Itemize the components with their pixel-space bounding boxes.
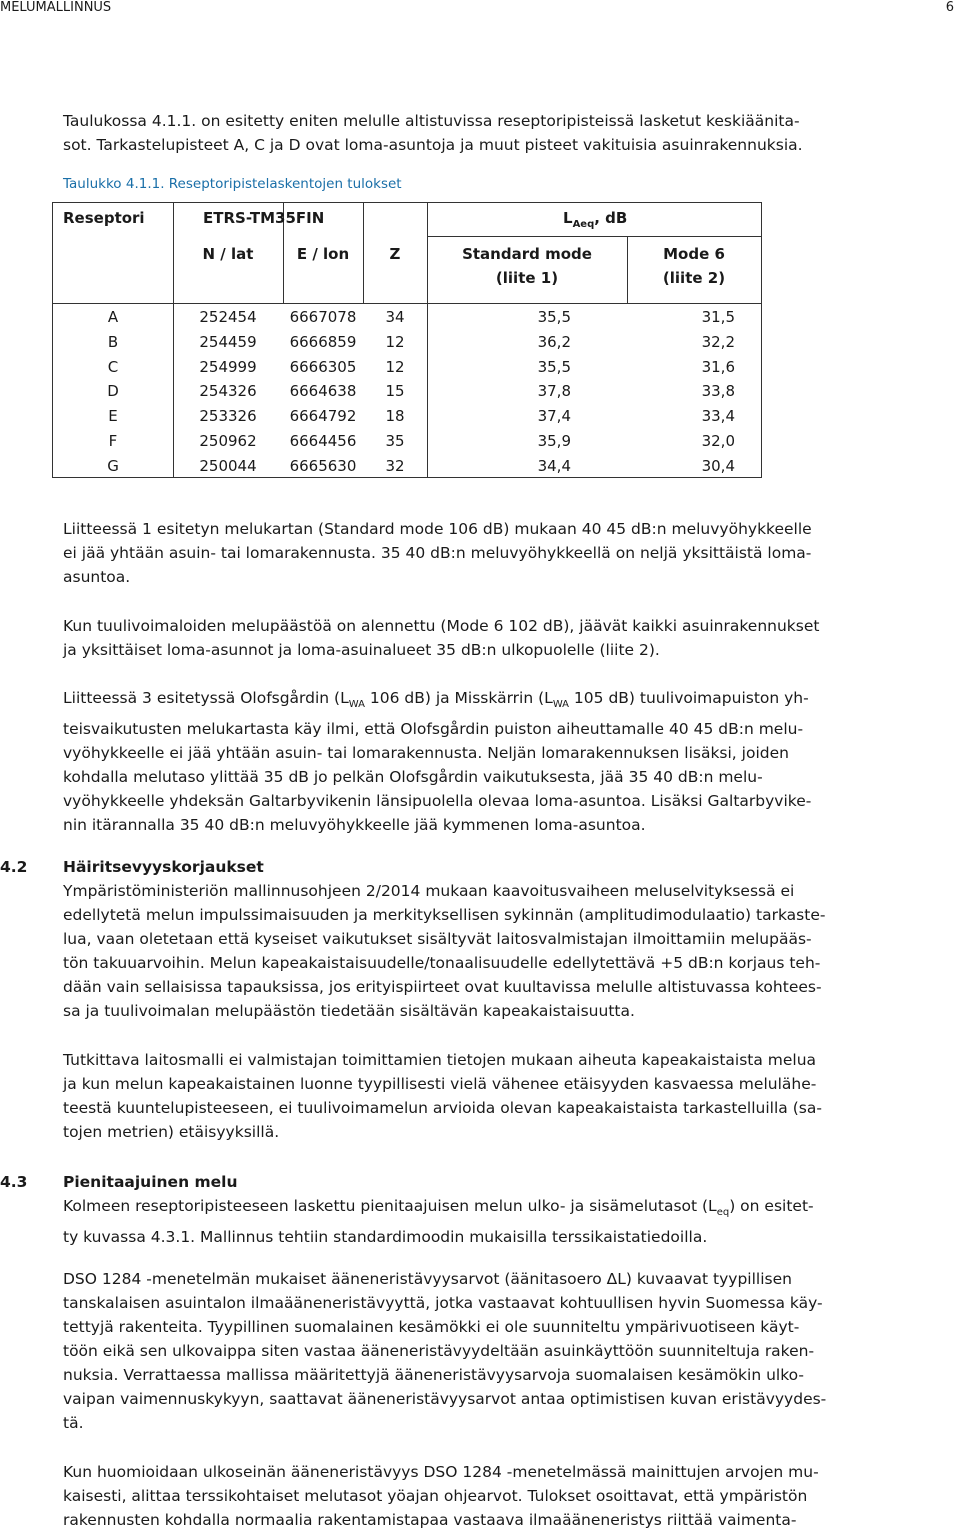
table-cell: B (107, 332, 119, 351)
header-standard-appendix: (liite 1) (495, 269, 559, 287)
header-standard-mode: Standard mode (462, 245, 592, 263)
text-line: dään vain sellaisissa tapauksissa, jos erityispiirteet ovat kuultavissa melulle altistuvassa kohtees- (63, 978, 822, 996)
paragraph (63, 1460, 956, 1532)
section-title: Pienitaajuinen melu (63, 1173, 238, 1191)
text-line: Liitteessä 3 esitetyssä Olofsgårdin ($L_{WA}$ 106 dB) ja Misskärrin ($L_{WA}$ 105 dB) tuulivoimapuiston yh- (63, 689, 809, 711)
text-line: nuksia. Verrattaessa mallissa määritettyjä ääneneristävyysarvoja suomalaisen kesämökin ulko- (63, 1366, 804, 1384)
intro-paragraph (63, 109, 956, 157)
table-cell: 6665630 (289, 456, 357, 475)
table-cell: 6664792 (289, 407, 357, 426)
text-line: tettyjä rakenteita. Tyypillinen suomalainen kesämökki ei ole suunniteltu ympärivuotiseen käyt- (63, 1318, 800, 1336)
table-cell: 35,5 (537, 357, 571, 376)
table-cell: A (107, 308, 119, 326)
header-z: Z (389, 245, 401, 263)
paragraph (63, 686, 956, 837)
table-cell: D (107, 382, 119, 401)
text-line: sot. Tarkastelupisteet A, C ja D ovat loma-asuntoja ja muut pisteet vakituisia asuinrakennuksia. (63, 136, 803, 154)
table-cell: 33,4 (701, 407, 735, 426)
table-cell: 33,8 (701, 382, 735, 401)
text-line: Kolmeen reseptoripisteeseen laskettu pienitaajuisen melun ulko- ja sisämelutasot $(L_{eq})$ on esitet- (63, 1197, 814, 1219)
header-mode6-appendix: (liite 2) (662, 269, 726, 287)
text-line: Liitteessä 1 esitetyn melukartan (Standard mode 106 dB) mukaan 40 45 dB:n meluvyöhykkeelle (63, 520, 812, 538)
section-number: 4.3 (0, 1173, 28, 1191)
text-line: ja kun melun kapeakaistainen luonne tyypillisesti vielä vähenee etäisyyden kasvaessa melulähe- (63, 1075, 817, 1093)
table-cell: 34,4 (537, 456, 571, 475)
text-line: tön takuuarvoihin. Melun kapeakaistaisuudelle/tonaalisuudelle edellytettävä +5 dB:n korjaus teh- (63, 954, 821, 972)
table-cell: 250044 (199, 456, 257, 475)
text-line: asuntoa. (63, 568, 131, 586)
running-header: MELUMALLINNUS (0, 0, 112, 15)
header-lat: N / lat (202, 245, 254, 263)
text-line: Ympäristöministeriön mallinnusohjeen 2/2014 mukaan kaavoitusvaiheen meluselvityksessä ei (63, 882, 795, 900)
table-cell: 6667078 (289, 308, 357, 326)
table-divider (427, 236, 761, 237)
table-cell: 31,6 (701, 357, 735, 376)
text-line: ty kuvassa 4.3.1. Mallinnus tehtiin standardimoodin mukaisilla terssikaistatiedoilla. (63, 1228, 708, 1247)
table-cell: 36,2 (537, 332, 571, 351)
paragraph (63, 879, 956, 1023)
text-line: Taulukossa 4.1.1. on esitetty eniten melulle altistuvissa reseptoripisteissä lasketut keskiäänita- (63, 112, 800, 130)
text-line: teisvaikutusten melukartasta käy ilmi, että Olofsgårdin puiston aiheuttamalle 40 45 dB:n melu- (63, 720, 804, 739)
table-cell: 254459 (199, 332, 257, 351)
table-cell: 6664638 (289, 382, 357, 401)
table-cell: 252454 (199, 308, 257, 326)
text-line: Kun tuulivoimaloiden melupäästöä on alennettu (Mode 6 102 dB), jäävät kaikki asuinrakennukset (63, 617, 820, 635)
text-line: kaisesti, alittaa terssikohtaiset melutasot yöajan ohjearvot. Tulokset osoittavat, että ympäristön (63, 1487, 808, 1505)
text-line: lua, vaan oletetaan että kyseiset vaikutukset sisältyvät laitosvalmistajan ilmoittamiin melupääs- (63, 930, 812, 948)
table-cell: 35,5 (537, 308, 571, 326)
header-coord-system: ETRS-TM35FIN (203, 209, 325, 227)
table-cell: 6666305 (289, 357, 357, 376)
page-number: 6 (945, 0, 954, 15)
table-cell: 254326 (199, 382, 257, 401)
table-cell: F (108, 432, 118, 450)
text-line: töön eikä sen ulkovaippa siten vastaa ääneneristävyydeltään asuinkäyttöön suunniteltuja raken- (63, 1342, 815, 1360)
table-cell: 250962 (199, 432, 257, 450)
table-cell: 12 (385, 332, 405, 351)
text-line: ja yksittäiset loma-asunnot ja loma-asuinalueet 35 dB:n ulkopuolelle (liite 2). (63, 641, 660, 659)
text-line: Tutkittava laitosmalli ei valmistajan toimittamien tietojen mukaan aiheuta kapeakaistaista melua (63, 1051, 817, 1069)
text-line: tä. (63, 1414, 84, 1432)
paragraph (63, 1267, 956, 1435)
table-cell: 18 (385, 407, 405, 426)
header-mode6: Mode 6 (663, 245, 725, 263)
text-line: rakennusten kohdalla normaalia rakentamistapaa vastaava ilmaääneneristys riittää vaimenta- (63, 1511, 797, 1529)
header-lon: E / lon (296, 245, 350, 263)
text-line: edellytetä melun impulssimaisuuden ja merkityksellisen sykinnän (amplitudimodulaatio) tarkaste- (63, 906, 826, 924)
paragraph (63, 1194, 956, 1249)
table-cell: 6664456 (289, 432, 357, 450)
table-cell: 37,4 (537, 407, 571, 426)
table-cell: 6666859 (289, 332, 357, 351)
table-cell: 32 (385, 456, 405, 475)
section-title: Häiritsevyyskorjaukset (63, 858, 264, 876)
text-line: sa ja tuulivoimalan melupäästön tiedetään sisältävän kapeakaistaisuutta. (63, 1002, 635, 1020)
table-cell: 254999 (199, 357, 257, 376)
section-number: 4.2 (0, 858, 28, 876)
results-table (52, 202, 762, 478)
text-line: ei jää yhtään asuin- tai lomarakennusta. 35 40 dB:n meluvyöhykkeellä on neljä yksittäistä loma- (63, 544, 812, 562)
text-line: tanskalaisen asuintalon ilmaääneneristävyyttä, jotka vastaavat kohtuullisen hyvin Suomessa käy- (63, 1294, 823, 1312)
paragraph (63, 517, 956, 589)
table-cell: C (107, 357, 119, 376)
table-divider (53, 303, 761, 304)
table-cell: 253326 (199, 407, 257, 426)
table-cell: E (108, 407, 118, 426)
text-line: vyöhykkeelle ei jää yhtään asuin- tai lomarakennusta. Neljän lomarakennuksen lisäksi, joiden (63, 744, 789, 763)
table-cell: 12 (385, 357, 405, 376)
paragraph (63, 614, 956, 662)
table-cell: 35 (385, 432, 405, 450)
text-line: vyöhykkeelle yhdeksän Galtarbyvikenin länsipuolella olevaa loma-asuntoa. Lisäksi Galtarbyvike- (63, 792, 812, 811)
text-line: DSO 1284 -menetelmän mukaiset ääneneristävyysarvot (äänitasoero ΔL) kuvaavat tyypillisen (63, 1270, 792, 1288)
text-line: vaipan vaimennuskykyyn, saattavat ääneneristävyysarvot antaa optimistisen kuvan eristävyydes- (63, 1390, 827, 1408)
table-cell: 30,4 (701, 456, 735, 475)
text-line: teestä kuuntelupisteeseen, ei tuulivoimamelun arvioida olevan kapeakaistaista tarkastelluilla (sa- (63, 1099, 822, 1117)
text-line: Kun huomioidaan ulkoseinän ääneneristävyys DSO 1284 -menetelmässä mainittujen arvojen mu- (63, 1463, 819, 1481)
table-cell: 34 (385, 308, 405, 326)
text-line: kohdalla melutaso ylittää 35 dB jo pelkän Olofsgårdin vaikutuksesta, jää 35 40 dB:n melu- (63, 768, 763, 787)
text-line: nin itärannalla 35 40 dB:n meluvyöhykkeelle jää kymmenen loma-asuntoa. (63, 816, 646, 835)
text-line: tojen metrien) etäisyyksillä. (63, 1123, 280, 1141)
paragraph (63, 1048, 956, 1144)
table-cell: 15 (385, 382, 405, 401)
table-cell: 37,8 (537, 382, 571, 401)
header-level: $L_{Aeq}$, dB (563, 209, 628, 230)
table-caption: Taulukko 4.1.1. Reseptoripistelaskentojen tulokset (63, 176, 402, 192)
table-cell: 32,2 (701, 332, 735, 351)
table-cell: 31,5 (701, 308, 735, 326)
header-receptor: Reseptori (63, 209, 145, 227)
table-cell: 32,0 (701, 432, 735, 450)
table-cell: 35,9 (537, 432, 571, 450)
table-cell: G (107, 456, 119, 475)
